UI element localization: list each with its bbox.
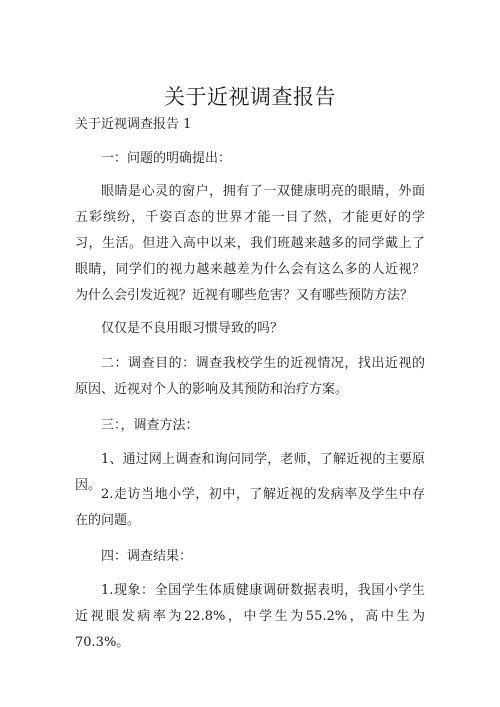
section-heading-method: 三：，调查方法：	[101, 418, 199, 433]
section-heading-problem: 一：问题的明确提出：	[101, 151, 232, 166]
paragraph-intro: 眼睛是心灵的窗户，拥有了一双健康明亮的眼睛，外面五彩缤纷，千姿百态的世界才能一目了然，才能更好的学习，生活。但进入高中以来，我们班越来越多的同学戴上了眼睛，同学们的视力越来越差为什么会有这么多的人近视？为什么会引发近视？近视有哪些危害？又有哪些预防方法？	[75, 184, 425, 303]
result-item-1: 1.现象：全国学生体质健康调研数据表明，我国小学生近视眼发病率为22.8%，中学生为55.2%，高中生为70.3%。	[75, 583, 425, 650]
document-subtitle: 关于近视调查报告 1	[75, 117, 192, 132]
method-item-1: 1、通过网上调查和询问同学，老师，了解近视的主要原因。	[75, 452, 425, 493]
section-heading-purpose: 二：调查目的：调查我校学生的近视情况，找出近视的原因、近视对个人的影响及其预防和治疗方案。	[75, 356, 425, 397]
document-title: 关于近视调查报告	[164, 85, 336, 109]
paragraph-question: 仅仅是不良用眼习惯导致的吗？	[101, 321, 284, 336]
section-heading-results: 四：调查结果：	[101, 549, 193, 564]
method-item-2: 2.走访当地小学，初中，了解近视的发病率及学生中存在的问题。	[75, 487, 425, 528]
